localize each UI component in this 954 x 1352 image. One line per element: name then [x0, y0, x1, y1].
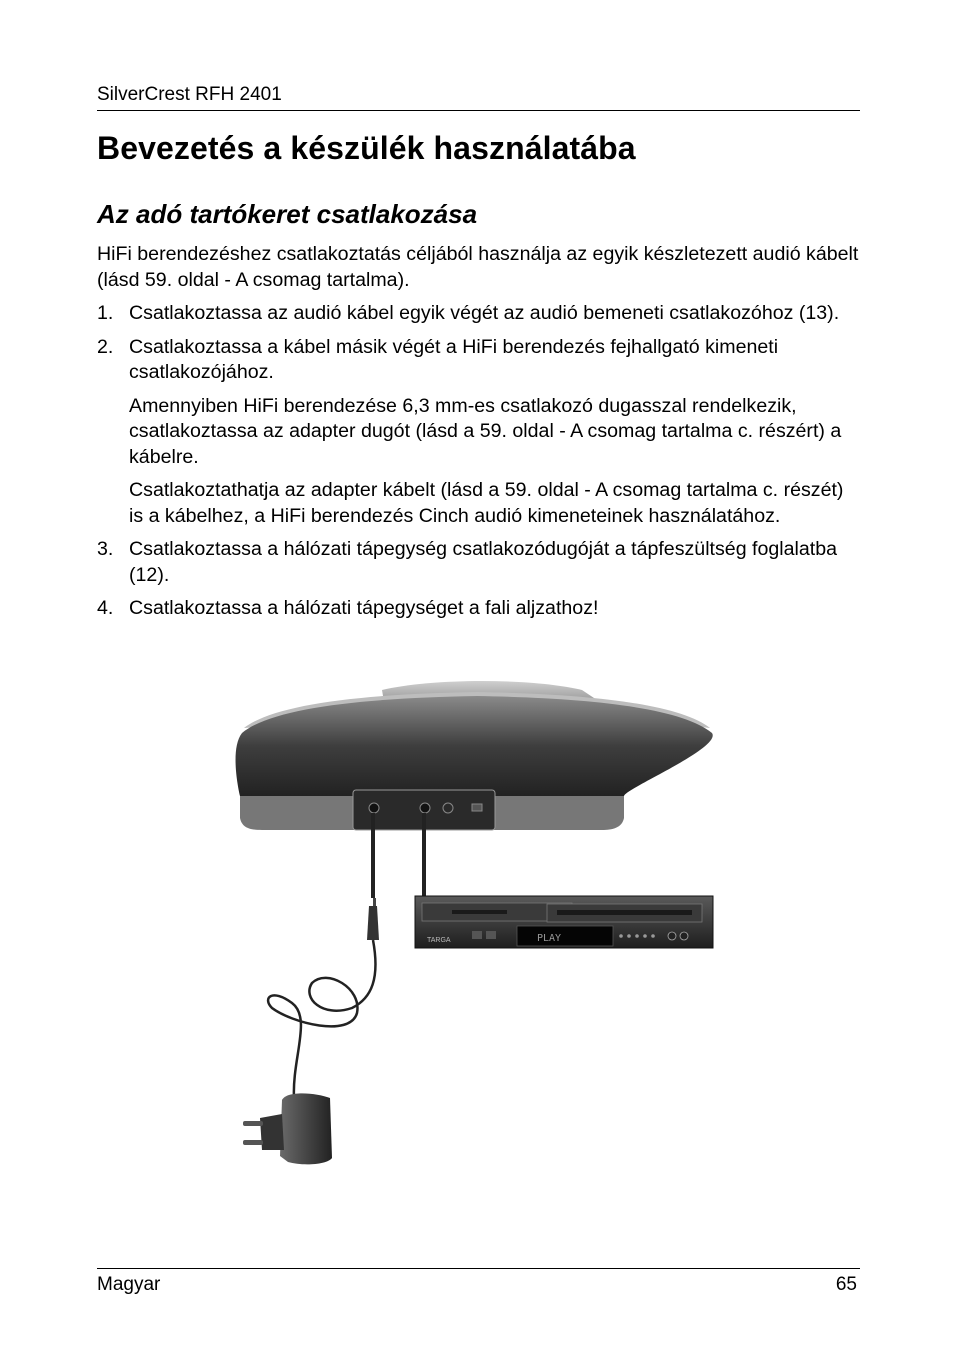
- step-number: 4.: [97, 597, 114, 619]
- step-number: 3.: [97, 538, 114, 560]
- step-item: [97, 537, 862, 588]
- steps-list: [97, 301, 862, 622]
- footer-language: Magyar: [97, 1274, 161, 1295]
- power-cord: [268, 940, 375, 1098]
- header-rule: [97, 110, 860, 111]
- step-item: [97, 335, 862, 530]
- step-body: [129, 537, 862, 588]
- step-paragraph: Amennyiben HiFi berendezése 6,3 mm-es csatlakozó dugasszal rendelkezik, csatlakoztassa az adapter dugót (lásd a 59. oldal - A csomag tartalma c. részért) a kábelre.: [129, 394, 842, 468]
- step-paragraph: Csatlakoztassa a kábel másik végét a HiFi berendezés fejhallgató kimeneti csatlakozójához.: [129, 335, 779, 383]
- power-adapter: [243, 1093, 332, 1164]
- step-body: [129, 596, 862, 622]
- step-body: [129, 301, 862, 327]
- step-body: [129, 335, 862, 530]
- footer-rule: [97, 1268, 860, 1269]
- page-title: Bevezetés a készülék használatába: [97, 130, 636, 166]
- connection-illustration: [232, 678, 722, 1173]
- running-header: SilverCrest RFH 2401: [97, 84, 282, 105]
- step-paragraph: Csatlakoztathatja az adapter kábelt (lásd a 59. oldal - A csomag tartalma c. részét) is a kábelhez, a HiFi berendezés Cinch audió kimeneteinek használatához.: [129, 479, 844, 527]
- step-paragraph: Csatlakoztassa a hálózati tápegység csatlakozódugóját a tápfeszültség foglalatba (12).: [129, 538, 838, 586]
- step-number: 2.: [97, 335, 114, 358]
- step-paragraph: Csatlakoztassa az audió kábel egyik végét az audió bemeneti csatlakozóhoz (13).: [129, 302, 840, 324]
- step-number: 1.: [97, 302, 114, 324]
- device-display-text: PLAY: [537, 933, 562, 944]
- page-number: 65: [835, 1274, 857, 1295]
- body-text: [97, 242, 862, 630]
- step-item: [97, 596, 862, 622]
- hifi-device: [415, 896, 713, 948]
- section-subtitle: Az adó tartókeret csatlakozása: [97, 199, 478, 229]
- transmitter-base: [236, 681, 713, 830]
- step-paragraph: Csatlakoztassa a hálózati tápegységet a fali aljzathoz!: [129, 597, 599, 619]
- intro-paragraph: HiFi berendezéshez csatlakoztatás céljából használja az egyik készletezett audió kábelt (lásd 59. oldal - A csomag tartalma).: [97, 243, 859, 291]
- device-brand-text: TARGA: [427, 937, 451, 944]
- step-item: [97, 301, 862, 327]
